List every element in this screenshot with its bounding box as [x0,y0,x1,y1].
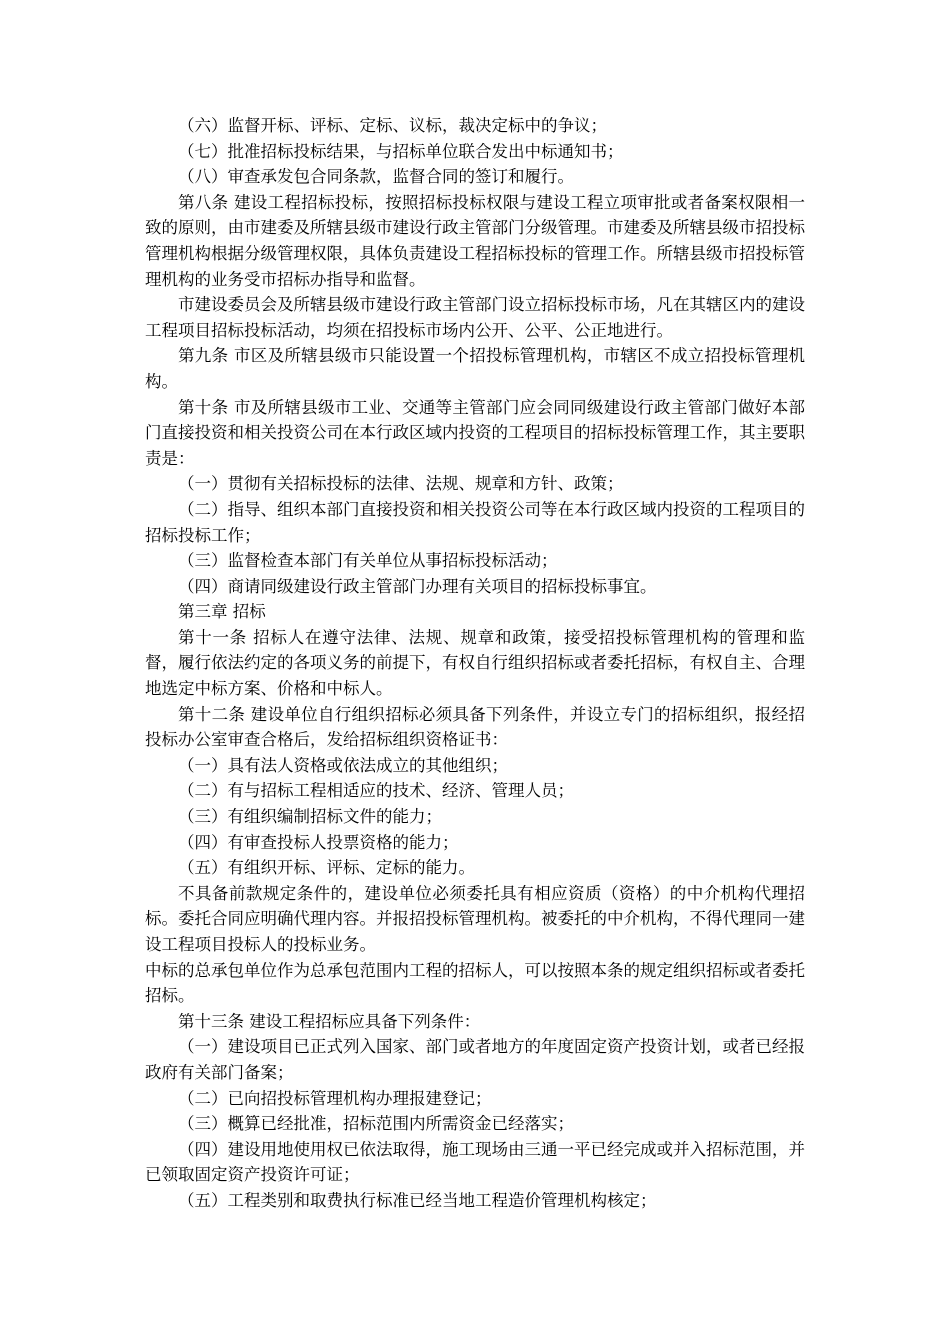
paragraph: （四）建设用地使用权已依法取得，施工现场由三通一平已经完成或并入招标范围，并已领取固定资产投资许可证； [145,1139,805,1185]
document-body [145,113,805,1214]
paragraph: （一）具有法人资格或依法成立的其他组织； [178,755,508,775]
paragraph: （六）监督开标、评标、定标、议标，裁决定标中的争议； [178,116,607,135]
paragraph: （二）有与招标工程相适应的技术、经济、管理人员； [178,781,574,801]
paragraph: 中标的总承包单位作为总承包范围内工程的招标人，可以按照本条的规定组织招标或者委托招标。 [145,960,805,1006]
paragraph: （一）建设项目已正式列入国家、部门或者地方的年度固定资产投资计划，或者已经报政府有关部门备案； [145,1037,805,1082]
paragraph: （五）有组织开标、评标、定标的能力。 [178,858,475,878]
article-8-paragraph: 第八条 建设工程招标投标，按照招标投标权限与建设工程立项审批或者备案权限相一致的原则，由市建委及所辖县级市建设行政主管部门分级管理。市建委及所辖县级市招投标管理机构根据分级管理权限，具体负责建设工程招标投标的管理工作。所辖县级市招投标管理机构的业务受市招标办指导和监督。 [145,192,805,289]
paragraph: （五）工程类别和取费执行标准已经当地工程造价管理机构核定； [178,1190,657,1210]
article-11-paragraph: 第十一条 招标人在遵守法律、法规、规章和政策，接受招投标管理机构的管理和监督，履行依法约定的各项义务的前提下，有权自行组织招标或者委托招标，有权自主、合理地选定中标方案、价格和中标人。 [145,627,805,699]
chapter-heading: 第三章 招标 [178,602,266,622]
article-9-paragraph: 第九条 市区及所辖县级市只能设置一个招投标管理机构，市辖区不成立招投标管理机构。 [145,346,805,391]
article-13-paragraph: 第十三条 建设工程招标应具备下列条件： [178,1011,481,1031]
paragraph: （四）有审查投标人投票资格的能力； [178,832,459,852]
paragraph: （一）贯彻有关招标投标的法律、法规、规章和方针、政策； [178,474,624,494]
paragraph: （八）审查承发包合同条款，监督合同的签订和履行。 [178,167,574,187]
paragraph: （二）已向招投标管理机构办理报建登记； [178,1088,492,1108]
paragraph: （七）批准招标投标结果，与招标单位联合发出中标通知书； [178,141,624,161]
paragraph: 市建设委员会及所辖县级市建设行政主管部门设立招标投标市场，凡在其辖区内的建设工程项目招标投标活动，均须在招投标市场内公开、公平、公正地进行。 [145,295,805,340]
paragraph: （三）监督检查本部门有关单位从事招标投标活动； [178,551,558,571]
article-10-paragraph: 第十条 市及所辖县级市工业、交通等主管部门应会同同级建设行政主管部门做好本部门直接投资和相关投资公司在本行政区域内投资的工程项目的招标投标管理工作，其主要职责是： [145,397,805,468]
paragraph: 不具备前款规定条件的，建设单位必须委托具有相应资质（资格）的中介机构代理招标。委托合同应明确代理内容。并报招投标管理机构。被委托的中介机构，不得代理同一建设工程项目投标人的投标业务。 [145,883,805,954]
article-12-paragraph: 第十二条 建设单位自行组织招标必须具备下列条件，并设立专门的招标组织，报经招投标办公室审查合格后，发给招标组织资格证书： [145,704,805,750]
paragraph: （三）概算已经批准，招标范围内所需资金已经落实； [178,1114,574,1134]
paragraph: （四）商请同级建设行政主管部门办理有关项目的招标投标事宜。 [178,576,657,596]
paragraph: （三）有组织编制招标文件的能力； [178,807,442,827]
paragraph: （二）指导、组织本部门直接投资和相关投资公司等在本行政区域内投资的工程项目的招标投标工作； [145,499,805,545]
